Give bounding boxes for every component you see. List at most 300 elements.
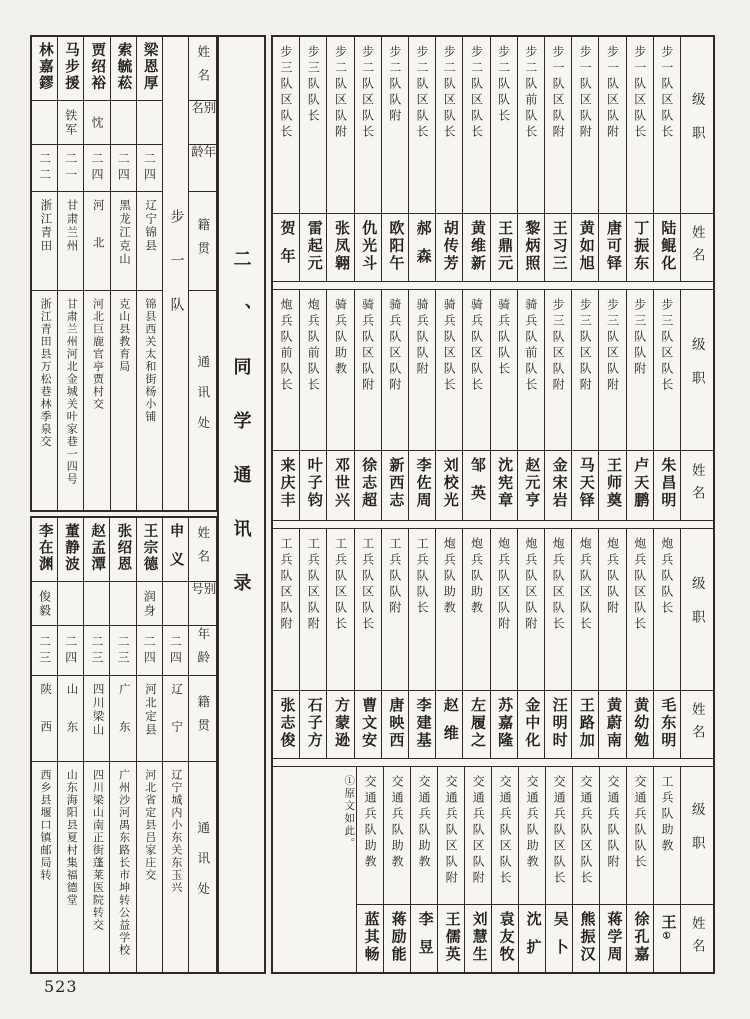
rank-cell-text: 步一队区队附 — [605, 45, 620, 141]
member-origin — [163, 676, 188, 762]
roster-address-block-top — [30, 35, 218, 512]
name-cell — [273, 451, 299, 520]
rank-cell-text: 炮兵队区队长 — [632, 537, 647, 633]
name-cell-text: 王习三 — [550, 220, 567, 273]
rank-cell — [382, 529, 408, 691]
rank-cell-text: 骑兵队助教 — [333, 298, 348, 378]
rank-cell-text: 步二队前队长 — [523, 45, 538, 141]
name-cell-text: 王鼎元 — [496, 220, 513, 273]
rank-cell — [463, 37, 489, 214]
name-cell — [327, 214, 353, 281]
name-cell — [518, 691, 544, 758]
member-origin — [84, 192, 109, 291]
name-cell-text: 张凤翱 — [332, 220, 349, 273]
rank-cell-text: 步二队区队长 — [360, 45, 375, 141]
rank-cell — [327, 290, 353, 451]
name-cell-text: 汪明时 — [550, 697, 567, 750]
name-cell — [572, 451, 598, 520]
roster-entry-column — [517, 529, 544, 758]
name-cell — [572, 214, 598, 281]
name-cell — [409, 214, 435, 281]
member-age — [110, 626, 135, 676]
member-name-text: 赵孟潭 — [89, 523, 106, 573]
member-column — [57, 37, 83, 510]
rank-cell-text: 交通兵队助教 — [363, 775, 378, 871]
rank-cell-text: 交通兵队区队长 — [552, 775, 567, 887]
name-cell — [599, 691, 625, 758]
name-cell-text: 邓世兴 — [332, 457, 349, 510]
unit-label: 步一队 — [168, 209, 184, 341]
member-age-text: 二四 — [63, 634, 78, 667]
rank-cell — [600, 767, 626, 905]
member-contact — [137, 762, 162, 972]
rank-cell-text: 炮兵队队附 — [605, 537, 620, 617]
roster-entry-column — [545, 767, 572, 972]
name-cell — [438, 905, 464, 972]
rank-cell-text: 工兵队区队附 — [306, 537, 321, 633]
row-header-text: 通讯处 — [195, 354, 210, 447]
member-origin-text: 辽宁 — [170, 683, 183, 758]
rank-cell-text: 骑兵队队附 — [415, 298, 430, 378]
roster-entry-column — [653, 290, 680, 520]
name-cell — [654, 451, 680, 520]
rank-cell-text: 炮兵队助教 — [469, 537, 484, 617]
rank-cell-text: 交通兵队区队长 — [498, 775, 513, 887]
member-alias-text: 铁军 — [63, 108, 78, 137]
name-cell — [491, 214, 517, 281]
member-origin — [32, 676, 57, 762]
name-cell — [599, 214, 625, 281]
row-header — [189, 626, 216, 676]
member-age-text: 二四 — [142, 152, 157, 184]
name-cell-text: 石子方 — [305, 697, 322, 750]
member-alias-text: 俊毅 — [37, 589, 52, 618]
member-name-text: 贾绍裕 — [89, 42, 106, 92]
rank-cell-text: 炮兵队队长 — [659, 537, 674, 617]
member-age — [32, 626, 57, 676]
rank-cell — [491, 290, 517, 451]
roster-entry-column — [408, 290, 435, 520]
rank-cell-text: 步三队队长 — [306, 45, 321, 125]
member-contact — [111, 291, 136, 510]
roster-entry-column — [383, 767, 410, 972]
name-cell — [545, 214, 571, 281]
name-cell-text: 贺年 — [278, 220, 295, 276]
member-column — [83, 37, 109, 510]
rank-cell-text: 步二队区队长 — [415, 45, 430, 141]
name-cell — [273, 214, 299, 281]
rank-cell — [436, 37, 462, 214]
member-origin-text: 陕西 — [39, 683, 52, 758]
roster-entry-column — [299, 37, 326, 281]
rank-column-header-text: 级职 — [689, 802, 705, 869]
name-cell-text: 李佐周 — [414, 457, 431, 510]
name-cell-text: 金宋岩 — [550, 457, 567, 510]
name-cell — [300, 451, 326, 520]
member-alias — [110, 582, 135, 626]
rank-cell-text: 步二队队长 — [496, 45, 511, 125]
rank-cell — [627, 37, 653, 214]
rank-cell-text: 工兵队区队附 — [279, 537, 294, 633]
name-cell — [382, 214, 408, 281]
rank-cell — [409, 290, 435, 451]
rank-cell-text: 交通兵队助教 — [525, 775, 540, 871]
roster-entry-column — [354, 37, 381, 281]
row-header-text: 别号 — [189, 582, 216, 606]
unit-column — [162, 37, 188, 510]
member-name — [84, 37, 109, 101]
row-header — [189, 101, 216, 145]
name-cell — [546, 905, 572, 972]
roster-entry-column — [544, 37, 571, 281]
rank-cell — [273, 290, 299, 451]
footnote-marker: ① — [662, 931, 673, 942]
name-cell — [600, 905, 626, 972]
name-cell-text: 徐志超 — [360, 457, 377, 510]
roster-entry-column — [571, 37, 598, 281]
member-contact — [110, 762, 135, 972]
member-origin-text: 浙江青田 — [39, 199, 52, 253]
name-cell — [627, 691, 653, 758]
member-name — [137, 37, 162, 101]
member-name-text: 申义 — [167, 523, 184, 580]
name-cell-text: 黄维新 — [468, 220, 485, 273]
name-cell-text: 陆鲲化 — [659, 220, 676, 273]
name-cell — [300, 691, 326, 758]
name-cell — [491, 451, 517, 520]
member-origin-text: 四川梁山 — [91, 683, 104, 737]
name-cell-text: 赵维 — [441, 697, 458, 753]
rank-cell-text: 炮兵队前队长 — [306, 298, 321, 394]
name-cell — [627, 214, 653, 281]
rank-cell — [518, 37, 544, 214]
name-cell — [384, 905, 410, 972]
member-contact-text: 四川梁山南正街蓬莱医院转交 — [91, 769, 104, 932]
roster-entry-column — [354, 529, 381, 758]
name-cell — [409, 691, 435, 758]
member-origin — [84, 676, 109, 762]
member-name — [32, 518, 57, 582]
name-cell-text: 刘校光 — [441, 457, 458, 510]
roster-entry-column — [435, 529, 462, 758]
member-age-text: 二三 — [116, 634, 131, 667]
member-contact-text: 浙江青田县万松巷林季泉交 — [39, 298, 52, 448]
member-alias — [84, 582, 109, 626]
rank-cell — [599, 529, 625, 691]
rank-cell — [436, 290, 462, 451]
rank-cell-text: 步二队区队长 — [469, 45, 484, 141]
member-contact — [32, 762, 57, 972]
name-cell-text: 邹英 — [468, 457, 485, 513]
member-origin-text: 黑龙江克山 — [117, 199, 130, 267]
rank-cell — [627, 529, 653, 691]
rank-cell-text: 工兵队助教 — [660, 775, 674, 855]
roster-entry-column — [299, 290, 326, 520]
name-column-header — [681, 451, 713, 520]
band-header-column — [680, 529, 713, 758]
row-header — [189, 762, 216, 972]
rank-cell — [409, 37, 435, 214]
rank-cell-text: 交通兵队区队附 — [444, 775, 459, 887]
member-contact-text: 山东海阳县夏村集福德堂 — [65, 769, 78, 907]
rank-cell — [436, 529, 462, 691]
roster-entry-column — [326, 37, 353, 281]
roster-entry-column — [626, 37, 653, 281]
name-column-header — [681, 691, 713, 758]
member-age — [32, 145, 57, 192]
name-cell-text: 丁振东 — [632, 220, 649, 273]
row-header-text: 姓名 — [195, 526, 210, 573]
name-cell-text: 曹文安 — [360, 697, 377, 750]
name-cell-text: 蒋学周 — [605, 911, 622, 964]
member-origin-text: 辽宁锦县 — [144, 199, 157, 253]
rank-cell — [355, 529, 381, 691]
name-cell — [572, 691, 598, 758]
rank-cell — [545, 529, 571, 691]
row-header — [189, 518, 216, 582]
member-contact — [84, 291, 109, 510]
member-alias — [32, 582, 57, 626]
row-header-text: 籍贯 — [195, 695, 210, 742]
rank-cell-text: 交通兵队助教 — [390, 775, 405, 871]
roster-entry-column — [626, 767, 653, 972]
rank-cell — [491, 529, 517, 691]
roster-entry-column — [381, 37, 408, 281]
name-cell-text: 黄蔚南 — [604, 697, 621, 750]
name-cell — [436, 691, 462, 758]
member-name — [137, 518, 162, 582]
rank-cell — [300, 290, 326, 451]
rank-cell-text: 步二队区队附 — [333, 45, 348, 141]
row-header-text: 籍贯 — [195, 217, 210, 265]
band-separator — [273, 520, 713, 529]
rank-column-header-text: 级职 — [689, 91, 705, 159]
row-header — [189, 582, 216, 626]
row-header-text: 年龄 — [195, 627, 210, 674]
member-age-text: 二二 — [37, 152, 52, 184]
rank-cell-text: 骑兵队区队长 — [442, 298, 457, 394]
roster-entry-column — [410, 767, 437, 972]
rank-cell-text: 步三队队附 — [632, 298, 647, 378]
name-cell-text: 黄如旭 — [577, 220, 594, 273]
roster-band — [273, 529, 713, 758]
info-header-column — [188, 518, 216, 972]
member-origin-text: 广东 — [117, 683, 130, 758]
roster-entry-column — [571, 529, 598, 758]
rank-cell-text: 步三队区队附 — [578, 298, 593, 394]
name-cell — [355, 451, 381, 520]
roster-entry-column — [626, 529, 653, 758]
roster-entry-column — [599, 767, 626, 972]
name-cell-text: 熊振汉 — [578, 911, 595, 964]
roster-entry-column — [435, 290, 462, 520]
name-cell-text: 方蒙逊 — [332, 697, 349, 750]
roster-band — [273, 767, 713, 972]
rank-column-header — [681, 767, 713, 905]
member-alias — [137, 101, 162, 145]
member-name-text: 索毓菘 — [115, 42, 132, 92]
member-name — [84, 518, 109, 582]
rank-cell — [409, 529, 435, 691]
name-cell — [382, 451, 408, 520]
name-cell — [465, 905, 491, 972]
name-cell — [411, 905, 437, 972]
roster-entry-column — [517, 290, 544, 520]
name-cell-text: 来庆丰 — [278, 457, 295, 510]
name-cell-text: 唐映西 — [387, 697, 404, 750]
name-cell-text: 袁友牧 — [497, 911, 514, 964]
name-column-header-text: 姓名 — [689, 702, 705, 747]
name-cell-text: 赵元亨 — [523, 457, 540, 510]
rank-cell — [599, 37, 625, 214]
name-cell — [492, 905, 518, 972]
member-age-text: 二三 — [37, 634, 52, 667]
roster-address-block-bottom — [30, 516, 218, 974]
rank-cell-text: 交通兵队区队附 — [471, 775, 486, 887]
roster-entry-column — [517, 37, 544, 281]
name-cell-text: 刘慧生 — [470, 911, 487, 964]
name-column-header-text: 姓名 — [689, 225, 705, 270]
name-cell-text: 王路加 — [577, 697, 594, 750]
rank-cell — [465, 767, 491, 905]
rank-cell-text: 炮兵队区队附 — [496, 537, 511, 633]
member-age — [84, 145, 109, 192]
member-name — [32, 37, 57, 101]
name-cell-text: 李建基 — [414, 697, 431, 750]
rank-cell-text: 步二队区队长 — [442, 45, 457, 141]
member-name-text: 李在渊 — [36, 523, 53, 573]
rank-cell-text: 交通兵队助教 — [417, 775, 432, 871]
roster-entry-column — [490, 37, 517, 281]
name-column-header — [681, 214, 713, 281]
roster-entry-column — [354, 290, 381, 520]
rank-cell-text: 交通兵队区队长 — [579, 775, 594, 887]
band-header-column — [680, 37, 713, 281]
rank-cell — [654, 37, 680, 214]
roster-entry-column — [572, 767, 599, 972]
name-cell — [463, 691, 489, 758]
member-age-text: 二四 — [142, 634, 157, 667]
rank-cell — [463, 529, 489, 691]
section-title-column — [217, 35, 266, 974]
row-header — [189, 676, 216, 762]
rank-cell-text: 骑兵队区队长 — [469, 298, 484, 394]
rank-cell — [545, 37, 571, 214]
rank-cell-text: 炮兵队助教 — [442, 537, 457, 617]
rank-cell-text: 工兵队队长 — [415, 537, 430, 617]
roster-entry-column — [653, 767, 680, 972]
row-header — [189, 192, 216, 291]
roster-entry-column — [491, 767, 518, 972]
member-age — [163, 626, 188, 676]
name-cell — [463, 214, 489, 281]
member-column — [136, 518, 162, 972]
member-origin-text: 河北定县 — [143, 683, 156, 737]
info-header-column — [188, 37, 216, 510]
rank-cell-text: 工兵队区队长 — [333, 537, 348, 633]
roster-band — [273, 290, 713, 520]
rank-cell — [573, 767, 599, 905]
rank-cell — [627, 767, 653, 905]
name-cell — [545, 451, 571, 520]
rank-cell — [273, 529, 299, 691]
name-cell — [654, 691, 680, 758]
member-alias — [58, 582, 83, 626]
roster-entry-column — [490, 290, 517, 520]
roster-entry-column — [462, 529, 489, 758]
rank-cell — [355, 37, 381, 214]
name-cell-text: 苏嘉隆 — [496, 697, 513, 750]
rank-cell-text: 骑兵队区队附 — [360, 298, 375, 394]
member-column — [32, 518, 57, 972]
member-column — [57, 518, 83, 972]
roster-entry-column — [408, 37, 435, 281]
name-cell-text: 王儒英 — [443, 911, 460, 964]
member-contact-text: 河北巨鹿官亭贾村交 — [91, 298, 104, 411]
name-cell-text: 叶子钧 — [305, 457, 322, 510]
rank-cell — [491, 37, 517, 214]
member-alias — [111, 101, 136, 145]
member-age — [84, 626, 109, 676]
roster-entry-column — [381, 529, 408, 758]
name-cell — [491, 691, 517, 758]
rank-cell — [463, 290, 489, 451]
member-age — [111, 145, 136, 192]
name-cell — [409, 451, 435, 520]
row-header-text: 年龄 — [189, 145, 216, 169]
rank-cell — [300, 37, 326, 214]
name-cell — [300, 214, 326, 281]
name-cell-text: 黄幼勉 — [632, 697, 649, 750]
rank-cell — [518, 290, 544, 451]
roster-entry-column — [462, 37, 489, 281]
rank-cell-text: 交通兵队队附 — [606, 775, 621, 871]
name-cell-text: 黎炳照 — [523, 220, 540, 273]
rank-cell — [355, 290, 381, 451]
band-header-column — [680, 290, 713, 520]
roster-entry-column — [490, 529, 517, 758]
member-age-text: 二一 — [63, 152, 78, 184]
member-origin — [58, 676, 83, 762]
roster-entry-column — [462, 290, 489, 520]
name-cell — [463, 451, 489, 520]
roster-entry-column — [653, 529, 680, 758]
rank-cell — [654, 767, 680, 905]
roster-entry-column — [408, 529, 435, 758]
name-cell-text: 蒋励能 — [389, 911, 406, 964]
member-age-text: 二四 — [89, 152, 104, 184]
roster-entry-column — [571, 290, 598, 520]
rank-cell — [627, 290, 653, 451]
name-cell-text: 新西志 — [387, 457, 404, 510]
name-cell-text: 张志俊 — [278, 697, 295, 750]
rank-cell-text: 步三队区队附 — [605, 298, 620, 394]
page-number: 523 — [44, 977, 78, 996]
rank-cell — [519, 767, 545, 905]
name-column-header — [681, 905, 713, 972]
member-name-text: 王宗德 — [141, 523, 158, 573]
roster-band — [273, 37, 713, 281]
rank-cell-text: 炮兵队区队长 — [551, 537, 566, 633]
roster-entry-column — [356, 767, 383, 972]
member-contact-text: 辽宁城内小东关东玉兴 — [169, 769, 182, 894]
name-cell — [273, 691, 299, 758]
member-alias-text: 润身 — [142, 589, 157, 618]
rank-cell-text: 步二队队附 — [387, 45, 402, 125]
member-age-text: 二四 — [116, 152, 131, 184]
name-cell-text: 左履之 — [468, 697, 485, 750]
member-name — [111, 37, 136, 101]
